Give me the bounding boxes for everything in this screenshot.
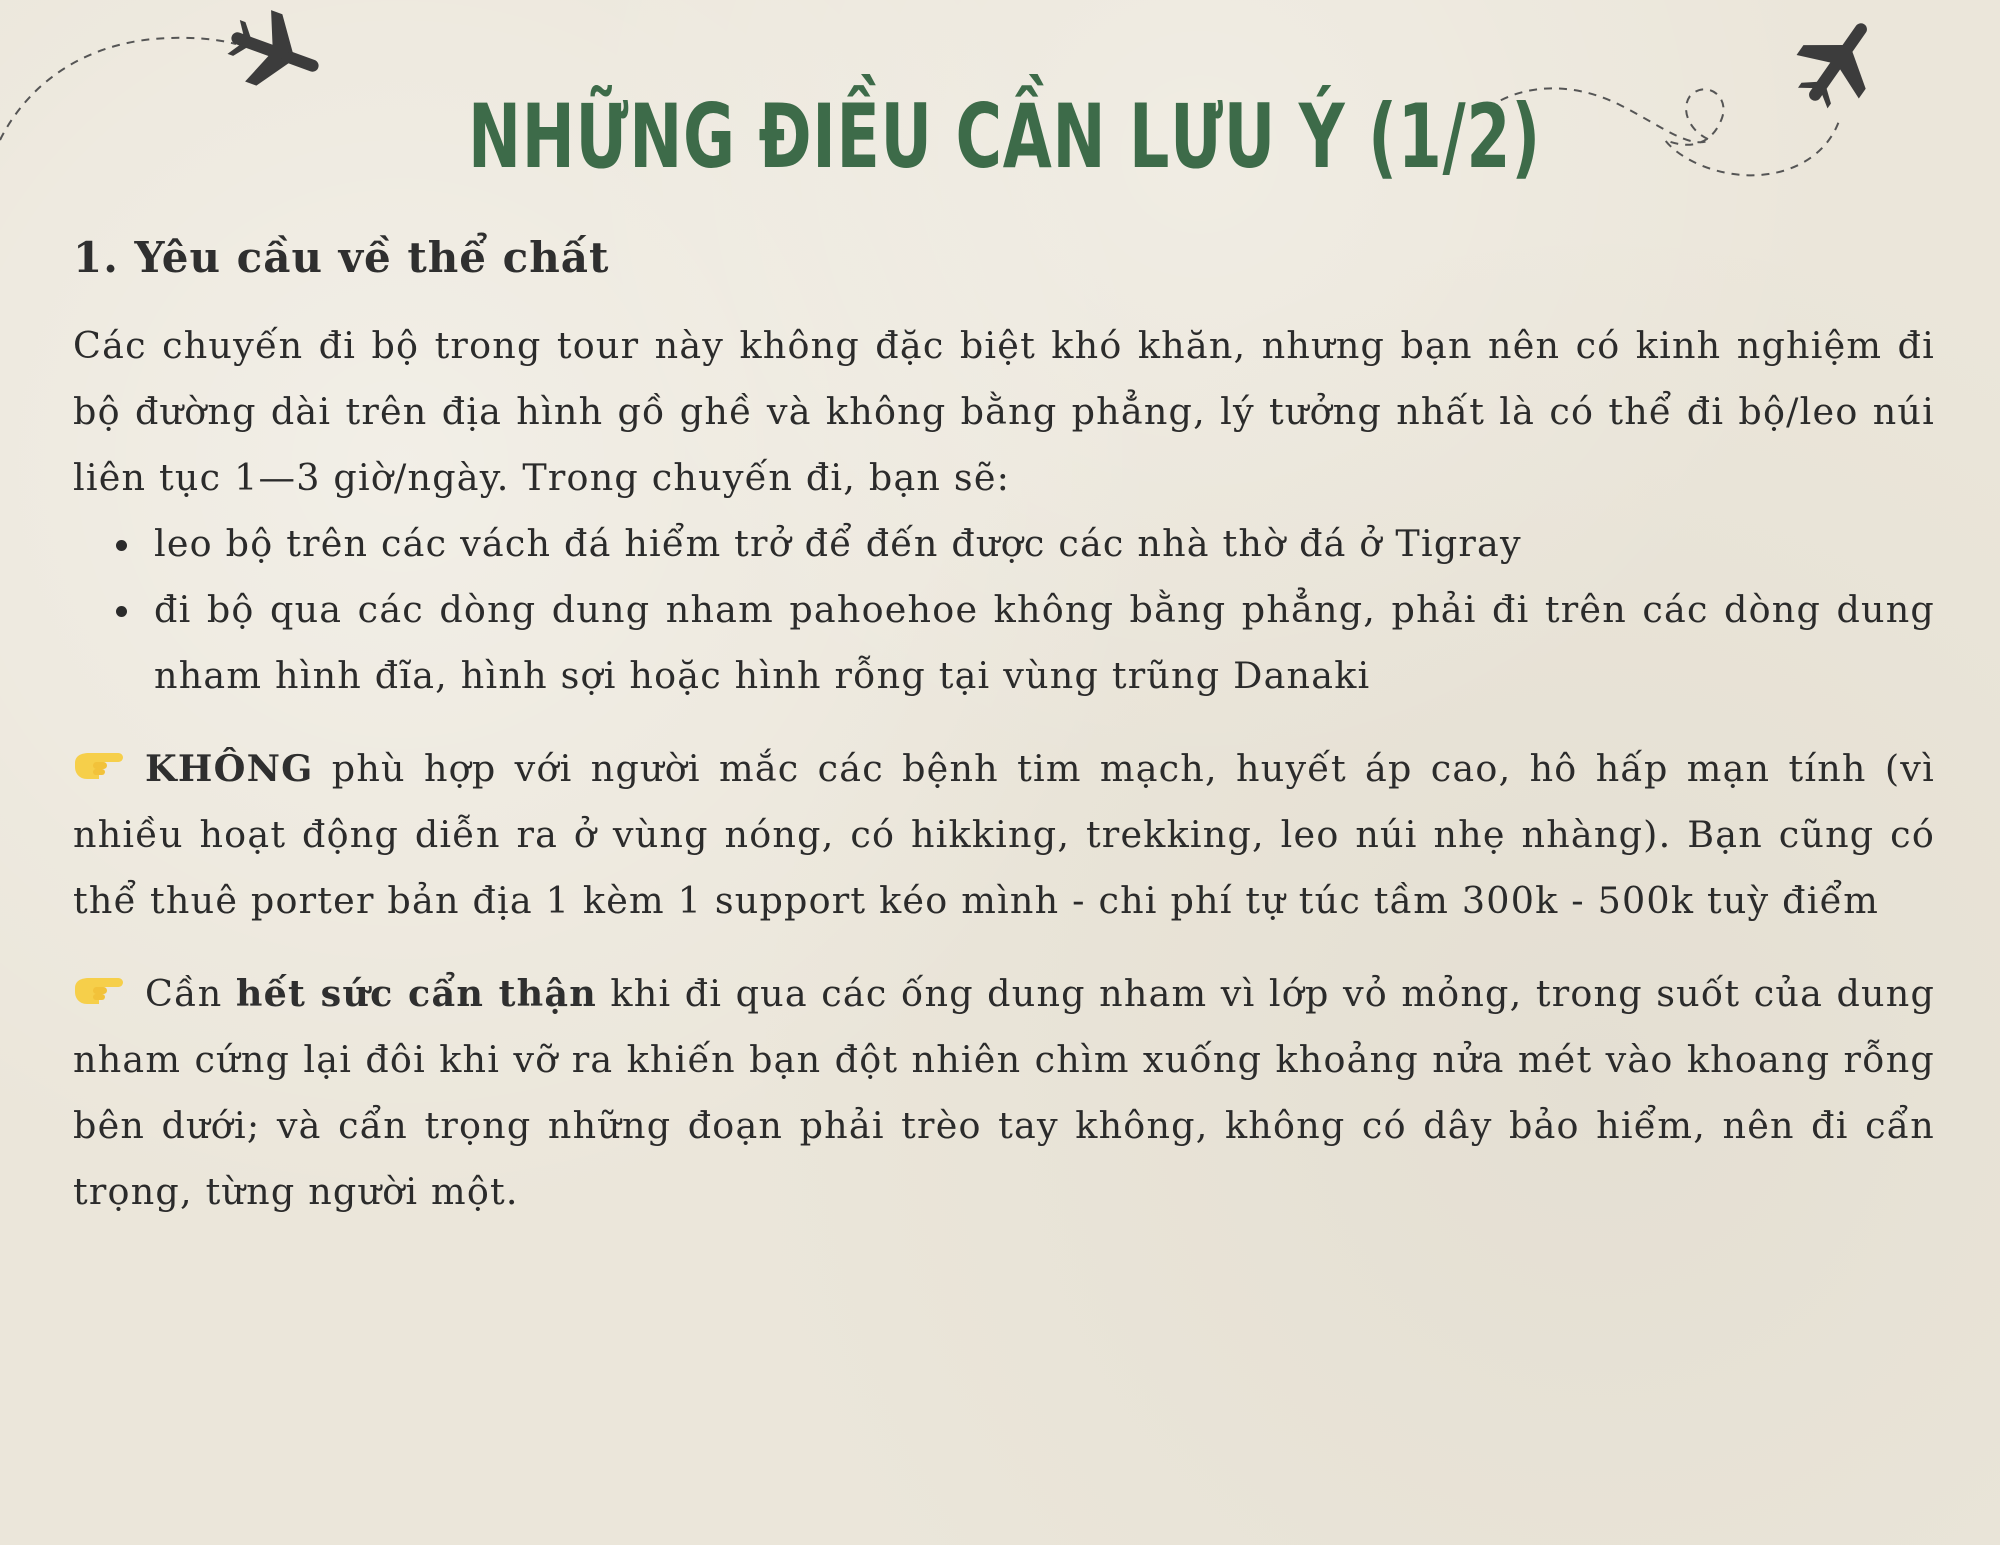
intro-paragraph: Các chuyến đi bộ trong tour này không đặc biệt khó khăn, nhưng bạn nên có kinh nghiệm đi bộ đường dài trên địa hình gồ ghề và không bằng phẳng, lý tưởng nhất là có thể đi bộ/leo núi liên tục 1—3 giờ/ngày. Trong chuyến đi, bạn sẽ: <box>73 324 1935 499</box>
bullet-icon <box>116 606 127 617</box>
note-paragraph-2 <box>73 961 1935 1225</box>
note-text-prefix: Cần <box>145 972 236 1015</box>
note-emphasis: KHÔNG <box>145 747 314 790</box>
bullet-icon <box>116 540 127 551</box>
list-item <box>154 511 1935 577</box>
pointing-hand-icon <box>73 749 123 783</box>
note-paragraph-1 <box>73 736 1935 934</box>
list-item-text: đi bộ qua các dòng dung nham pahoehoe không bằng phẳng, phải đi trên các dòng dung nham hình đĩa, hình sợi hoặc hình rỗng tại vùng trũng Danaki <box>154 588 1935 697</box>
note-text: phù hợp với người mắc các bệnh tim mạch, huyết áp cao, hô hấp mạn tính (vì nhiều hoạt động diễn ra ở vùng nóng, có hikking, trekking, leo núi nhẹ nhàng). Bạn cũng có thể thuê porter bản địa 1 kèm 1 support kéo mình - chi phí tự túc tầm 300k - 500k tuỳ điểm <box>73 747 1935 922</box>
bullet-list <box>73 511 1935 709</box>
list-item-text: leo bộ trên các vách đá hiểm trở để đến được các nhà thờ đá ở Tigray <box>154 522 1522 565</box>
section-heading: 1. Yêu cầu về thể chất <box>73 233 610 282</box>
flight-path-left <box>0 38 236 140</box>
note-emphasis: hết sức cẩn thận <box>235 972 597 1015</box>
list-item <box>154 577 1935 709</box>
note-text: khi đi qua các ống dung nham vì lớp vỏ mỏng, trong suốt của dung nham cứng lại đôi khi vỡ ra khiến bạn đột nhiên chìm xuống khoảng nửa mét vào khoang rỗng bên dưới; và cẩn trọng những đoạn phải trèo tay không, không có dây bảo hiểm, nên đi cẩn trọng, từng người một. <box>73 972 1936 1213</box>
main-content <box>73 225 1935 1225</box>
airplane-icon-right <box>1782 7 1892 119</box>
page-title: NHỮNG ĐIỀU CẦN LƯU Ý (1/2) <box>468 85 1541 188</box>
pointing-hand-icon <box>73 974 123 1008</box>
